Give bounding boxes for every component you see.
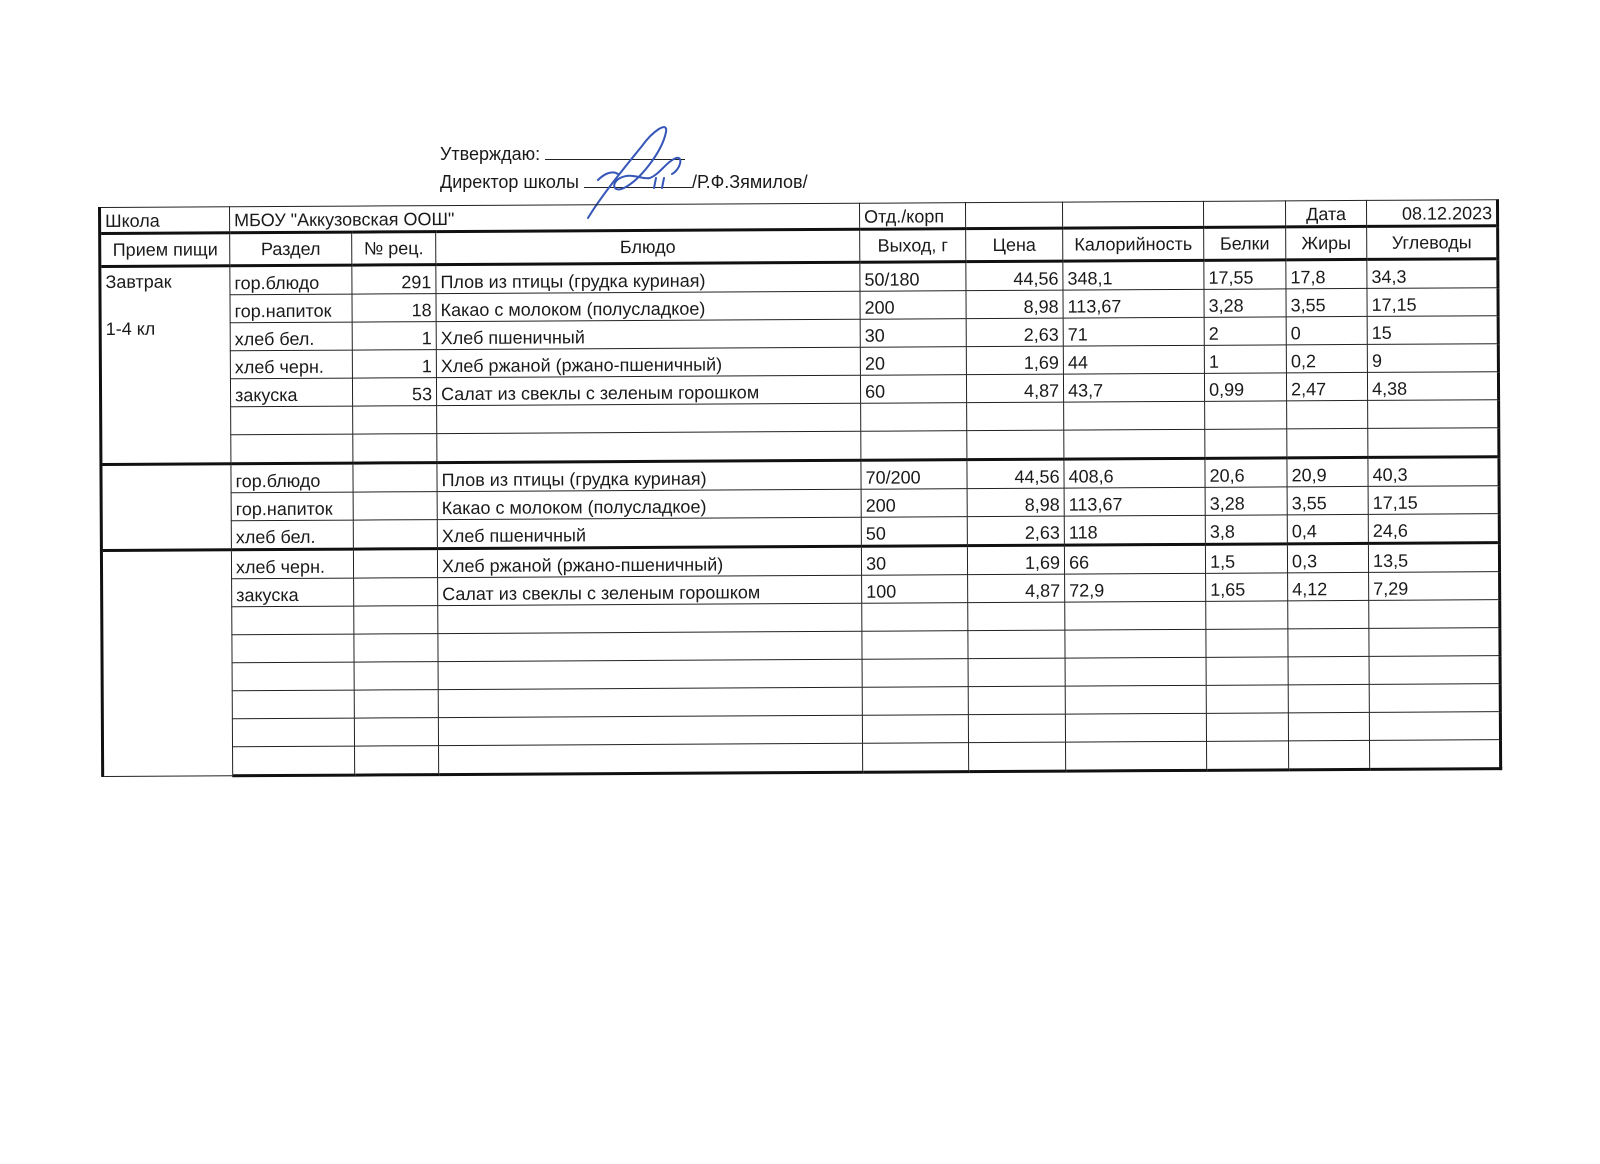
row-recipe [353,492,437,520]
row-price: 4,87 [966,374,1063,403]
row-price: 1,69 [967,545,1064,575]
row-recipe: 53 [352,378,436,406]
row-carbs: 7,29 [1369,572,1500,601]
row-calories: 408,6 [1064,458,1205,488]
col-carbs: Углеводы [1367,226,1498,260]
row-fat: 0,2 [1286,344,1367,372]
row-protein: 1 [1204,345,1286,373]
row-yield: 20 [860,347,966,376]
row-carbs: 13,5 [1368,543,1499,573]
row-section: хлеб черн. [230,350,352,379]
row-protein: 2 [1204,317,1286,345]
row-section: хлеб бел. [231,520,353,550]
row-recipe [353,549,437,578]
row-fat: 17,8 [1286,259,1367,288]
row-yield: 70/200 [861,460,967,490]
row-price: 2,63 [966,318,1063,347]
row-yield: 30 [860,319,966,348]
row-price: 44,56 [967,459,1064,489]
row-dish: Хлеб ржаной (ржано-пшеничный) [436,347,860,377]
row-protein: 3,8 [1205,515,1287,544]
row-fat: 3,55 [1287,486,1368,514]
row-protein: 17,55 [1204,260,1286,289]
row-calories: 113,67 [1064,487,1205,516]
row-dish: Плов из птицы (грудка куриная) [436,262,860,293]
dept-value-3 [1204,201,1286,227]
dept-value-2 [1063,201,1204,228]
row-protein: 1,65 [1206,573,1288,601]
row-section: гор.блюдо [231,463,353,493]
row-price: 2,63 [967,516,1064,546]
row-calories: 66 [1064,544,1205,574]
row-section: закуска [232,578,354,607]
row-fat: 3,55 [1286,288,1367,316]
col-protein: Белки [1204,227,1286,260]
row-price: 1,69 [966,346,1063,375]
row-dish: Какао с молоком (полусладкое) [437,489,861,519]
meal-cell-3 [101,550,232,777]
row-price: 8,98 [967,488,1064,517]
row-recipe: 1 [352,322,436,350]
row-section: закуска [230,378,352,407]
row-yield: 30 [861,546,967,576]
row-calories: 71 [1063,317,1204,346]
row-protein: 20,6 [1205,458,1287,487]
row-yield: 200 [861,489,967,518]
row-section: гор.напиток [230,294,352,323]
school-label: Школа [100,207,230,234]
row-calories: 348,1 [1063,260,1204,290]
row-protein: 1,5 [1205,544,1287,573]
row-protein: 0,99 [1204,373,1286,401]
dept-value-1 [966,202,1063,229]
row-dish: Салат из свеклы с зеленым горошком [438,575,862,605]
row-recipe [353,463,437,492]
school-value: МБОУ "Аккузовская ООШ" [230,203,860,233]
col-yield: Выход, г [860,229,966,263]
row-fat: 0,3 [1287,543,1368,572]
director-label: Директор школы [440,172,579,192]
dept-label: Отд./корп [860,203,966,230]
row-section: гор.блюдо [230,265,352,295]
row-yield: 50/180 [860,262,966,292]
row-yield: 200 [860,291,966,320]
row-carbs: 17,15 [1368,486,1499,515]
row-dish: Салат из свеклы с зеленым горошком [436,375,860,405]
row-price: 44,56 [966,261,1063,291]
row-recipe [354,578,438,606]
col-section: Раздел [230,232,352,266]
col-price: Цена [966,228,1063,262]
row-yield: 60 [860,375,966,404]
meal-cell-2 [101,464,231,551]
row-fat: 4,12 [1288,572,1369,600]
row-carbs: 9 [1367,344,1498,373]
row-calories: 118 [1064,515,1205,545]
row-recipe: 18 [352,294,436,322]
date-label: Дата [1286,200,1367,226]
row-calories: 44 [1063,345,1204,374]
row-fat: 0,4 [1287,514,1368,543]
row-dish: Какао с молоком (полусладкое) [436,291,860,321]
row-price: 4,87 [968,574,1065,603]
col-fat: Жиры [1286,226,1367,259]
col-recipe: № рец. [352,232,436,265]
meal-grade: 1-4 кл [105,318,156,339]
date-value: 08.12.2023 [1367,200,1498,227]
row-carbs: 15 [1367,316,1498,345]
col-dish: Блюдо [436,229,860,264]
row-recipe [353,520,437,549]
row-section: хлеб черн. [231,549,353,579]
row-recipe: 1 [352,350,436,378]
row-fat: 20,9 [1287,457,1368,486]
row-section: хлеб бел. [230,322,352,351]
row-carbs: 4,38 [1367,372,1498,401]
row-fat: 2,47 [1286,372,1367,400]
row-yield: 50 [861,517,967,547]
row-calories: 113,67 [1063,289,1204,318]
row-calories: 72,9 [1065,573,1206,602]
col-meal: Прием пищи [100,233,230,267]
meal-name: Завтрак [105,271,172,292]
row-dish: Хлеб пшеничный [436,319,860,349]
row-price: 8,98 [966,290,1063,319]
row-carbs: 40,3 [1368,457,1499,487]
row-carbs: 24,6 [1368,514,1499,544]
row-dish: Хлеб ржаной (ржано-пшеничный) [437,546,861,577]
row-carbs: 34,3 [1367,259,1498,289]
row-protein: 3,28 [1204,289,1286,317]
menu-table [98,199,1502,778]
row-recipe: 291 [352,265,436,294]
approve-label: Утверждаю: [440,144,541,164]
row-dish: Хлеб пшеничный [437,517,861,548]
row-calories: 43,7 [1063,373,1204,402]
row-fat: 0 [1286,316,1367,344]
row-yield: 100 [862,575,968,604]
meal-cell [100,266,231,465]
col-calories: Калорийность [1063,227,1204,261]
director-name: /Р.Ф.Зямилов/ [692,172,808,192]
row-protein: 3,28 [1205,487,1287,515]
menu-sheet [98,199,1502,778]
row-carbs: 17,15 [1367,288,1498,317]
row-dish: Плов из птицы (грудка куриная) [437,460,861,491]
row-section: гор.напиток [231,492,353,521]
